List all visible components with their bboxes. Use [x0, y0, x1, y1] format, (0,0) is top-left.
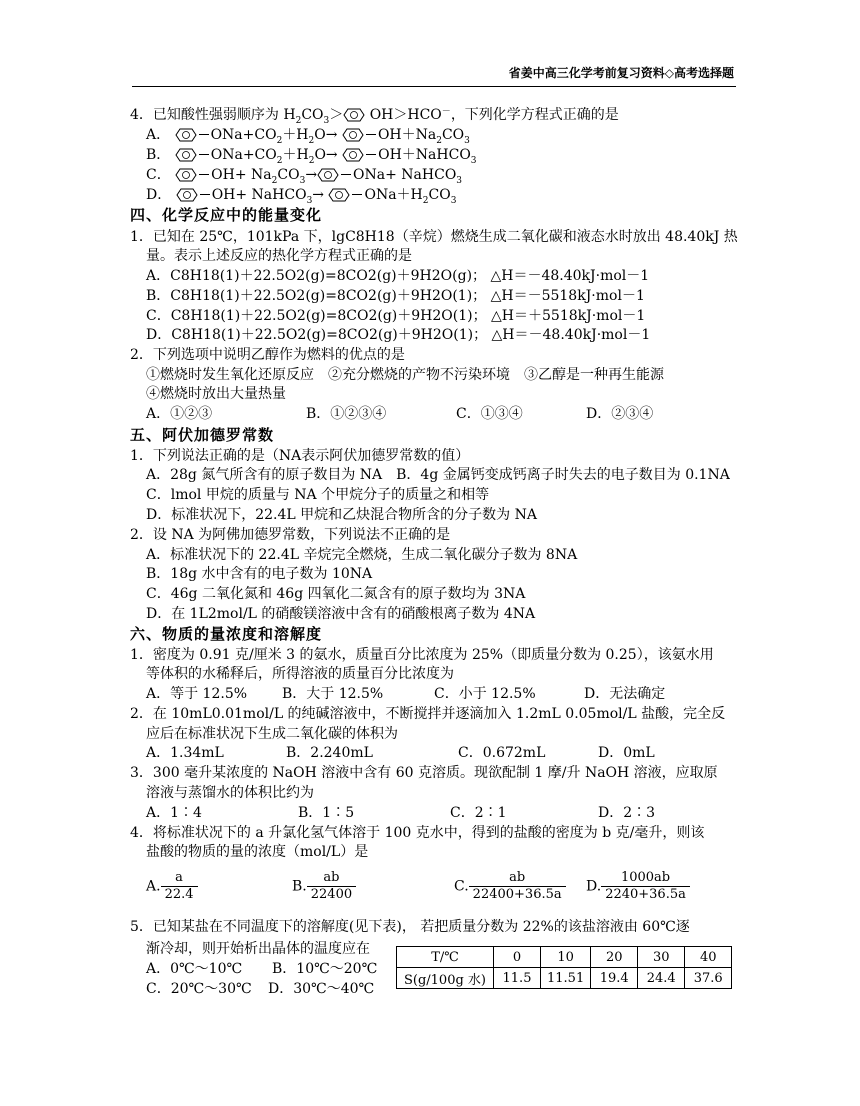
c2-option-a: A．1.34mL — [146, 745, 224, 761]
c3-option-c: C．2∶1 — [450, 805, 507, 821]
table-cell: 37.6 — [685, 968, 732, 989]
table-cell: 40 — [685, 947, 732, 968]
section-heading-energy: 四、化学反应中的能量变化 — [130, 206, 323, 224]
n2-stem: 2．设 NA 为阿佛加德罗常数，下列说法不正确的是 — [130, 527, 451, 543]
c2-option-d: D．0mL — [598, 745, 655, 761]
benzene-ring-icon — [175, 148, 197, 162]
table-row — [397, 947, 732, 968]
table-cell: 20 — [591, 947, 638, 968]
table-cell: 10 — [541, 947, 591, 968]
c2-stem-line1: 2．在 10mL0.01mol/L 的纯碱溶液中，不断搅拌并逐滴加入 1.2mL 0.05mol/L 盐酸，完全反 — [130, 706, 726, 722]
page-header: 省姜中高三化学考前复习资料◇高考选择题 — [508, 66, 734, 80]
table-cell: S(g/100g 水) — [397, 968, 494, 989]
c5-option-d: D．30℃～40℃ — [268, 981, 375, 997]
e1-option-a: A．C8H18(1)＋22.5O2(g)=8CO2(g)＋9H2O(g)； △H＝－48.40kJ·mol－1 — [146, 268, 650, 284]
c4-option-a: A. $\frac{a}{22.4}$ — [146, 870, 198, 903]
benzene-ring-icon — [342, 148, 364, 162]
c2-stem-line2: 应后在标准状况下生成二氧化碳的体积为 — [146, 726, 398, 742]
table-cell: 19.4 — [591, 968, 638, 989]
e1-option-c: C．C8H18(1)＋22.5O2(g)=8CO2(g)＋9H2O(1)； △H＝＋5518kJ·mol－1 — [146, 308, 646, 324]
c4-option-b: B. $\frac{ab}{22400}$ — [292, 870, 356, 903]
c1-option-d: D．无法确定 — [584, 686, 666, 702]
section-heading-concentration: 六、物质的量浓度和溶解度 — [130, 625, 323, 643]
c1-option-c: C．小于 12.5% — [434, 686, 536, 702]
benzene-ring-icon — [342, 128, 364, 142]
e2-stem: 2．下列选项中说明乙醇作为燃料的优点的是 — [130, 347, 405, 363]
n1-option-d: D．标准状况下，22.4L 甲烷和乙炔混合物所含的分子数为 NA — [146, 507, 537, 523]
n2-option-a: A．标准状况下的 22.4L 辛烷完全燃烧，生成二氧化碳分子数为 8NA — [146, 547, 578, 563]
q4-option-a: A． $ONa+CO_2+H_2O\to$ $OH+Na_2CO_3$ — [146, 127, 470, 146]
q4-option-c: C． $OH+ Na_2CO_3\to$ ONa+ NaHCO$_3$ — [146, 167, 463, 186]
n2-option-d: D．在 1L2mol/L 的硝酸镁溶液中含有的硝酸根离子数为 4NA — [146, 606, 536, 622]
c5-option-a: A．0℃～10℃ — [146, 961, 243, 977]
table-row — [397, 968, 732, 989]
n1-option-c: C．lmol 甲烷的质量与 NA 个甲烷分子的质量之和相等 — [146, 487, 490, 503]
q4-stem: 4．已知酸性强弱顺序为 $H_2CO_3>$ OH＞HCO－，下列化学方程式正确的是 — [130, 106, 619, 126]
fraction: $\frac{ab}{22400+36.5a}$ — [469, 870, 566, 903]
c4-option-d: D. $\frac{1000ab}{2240+36.5a}$ — [586, 870, 690, 903]
c3-option-b: B．1∶5 — [298, 805, 355, 821]
e1-option-b: B．C8H18(1)＋22.5O2(g)=8CO2(g)＋9H2O(1)； △H＝－5518kJ·mol－1 — [146, 288, 645, 304]
n2-option-b: B．18g 水中含有的电子数为 10NA — [146, 566, 373, 582]
table-cell: 11.5 — [494, 968, 541, 989]
e1-stem-line2: 量。表示上述反应的热化学方程式正确的是 — [146, 248, 412, 264]
e2-option-d: D．②③④ — [586, 406, 654, 422]
c3-stem-line2: 溶液与蒸馏水的体积比约为 — [146, 785, 314, 801]
header-rule — [132, 86, 736, 87]
e2-option-c: C．①③④ — [456, 406, 523, 422]
c1-option-a: A．等于 12.5% — [146, 686, 248, 702]
table-cell: 30 — [638, 947, 685, 968]
c3-option-d: D．2∶3 — [598, 805, 656, 821]
c5-option-b: B．10℃～20℃ — [272, 961, 378, 977]
table-cell: 24.4 — [638, 968, 685, 989]
n2-option-c: C．46g 二氧化氮和 46g 四氧化二氮含有的原子数均为 3NA — [146, 586, 526, 602]
fraction: $\frac{a}{22.4}$ — [161, 870, 198, 903]
c1-stem-line1: 1．密度为 0.91 克/厘米 3 的氨水，质量百分比浓度为 25%（即质量分数为 0.25），该氨水用 — [130, 647, 714, 663]
e2-option-a: A．①②③ — [146, 406, 213, 422]
c2-option-c: C．0.672mL — [458, 745, 546, 761]
e1-option-d: D．C8H18(1)＋22.5O2(g)=8CO2(g)＋9H2O(1)； △H＝－48.40kJ·mol－1 — [146, 327, 651, 343]
benzene-ring-icon — [328, 188, 350, 202]
fraction: $\frac{1000ab}{2240+36.5a}$ — [601, 870, 690, 903]
benzene-ring-icon — [176, 188, 198, 202]
q4-option-b: B． $ONa+CO_2+H_2O\to$ OH＋NaHCO$_3$ — [146, 147, 477, 166]
c1-stem-line2: 等体积的水稀释后，所得溶液的质量百分比浓度为 — [146, 666, 454, 682]
benzene-ring-icon — [343, 108, 365, 122]
c3-stem-line1: 3．300 毫升某浓度的 NaOH 溶液中含有 60 克溶质。现欲配制 1 摩/升 NaOH 溶液，应取原 — [130, 765, 718, 781]
e1-stem-line1: 1．已知在 25℃，101kPa 下，lgC8H18（辛烷）燃烧生成二氧化碳和液态水时放出 48.40kJ 热 — [130, 229, 738, 245]
c5-stem-line1: 5．已知某盐在不同温度下的溶解度(见下表)， 若把质量分数为 22%的该盐溶液由 60℃逐 — [130, 919, 690, 935]
e2-statements: ①燃烧时发生氧化还原反应 ②充分燃烧的产物不污染环境 ③乙醇是一种再生能源 — [146, 367, 664, 383]
c1-option-b: B．大于 12.5% — [282, 686, 384, 702]
section-heading-avogadro: 五、阿伏加德罗常数 — [130, 426, 275, 444]
benzene-ring-icon — [175, 168, 197, 182]
solubility-table — [396, 946, 732, 989]
c4-option-c: C. $\frac{ab}{22400+36.5a}$ — [454, 870, 566, 903]
table-cell: 11.51 — [541, 968, 591, 989]
c5-option-c: C．20℃～30℃ — [146, 981, 252, 997]
c5-stem-line2: 渐冷却，则开始析出晶体的温度应在 — [146, 941, 370, 957]
c3-option-a: A．1∶4 — [146, 805, 202, 821]
benzene-ring-icon — [317, 168, 339, 182]
c4-stem-line1: 4．将标准状况下的 a 升氯化氢气体溶于 100 克水中，得到的盐酸的密度为 b 克/毫升，则该 — [130, 825, 705, 841]
benzene-ring-icon — [175, 128, 197, 142]
fraction: $\frac{ab}{22400}$ — [307, 870, 356, 903]
e2-statement-4: ④燃烧时放出大量热量 — [146, 386, 286, 402]
c4-stem-line2: 盐酸的物质的量的浓度（mol/L）是 — [146, 844, 369, 860]
q4-option-d: D． OH+ NaHCO$_3$→ $ONa+H_2CO_3$ — [146, 187, 457, 206]
n1-stem: 1．下列说法正确的是（NA表示阿伏加德罗常数的值） — [130, 448, 470, 464]
n1-option-ab: A．28g 氮气所含有的原子数目为 NA B．4g 金属钙变成钙离子时失去的电子数目为 0.1NA — [146, 467, 730, 483]
c2-option-b: B．2.240mL — [286, 745, 373, 761]
table-cell: 0 — [494, 947, 541, 968]
e2-option-b: B．①②③④ — [306, 406, 387, 422]
table-cell: T/℃ — [397, 947, 494, 968]
